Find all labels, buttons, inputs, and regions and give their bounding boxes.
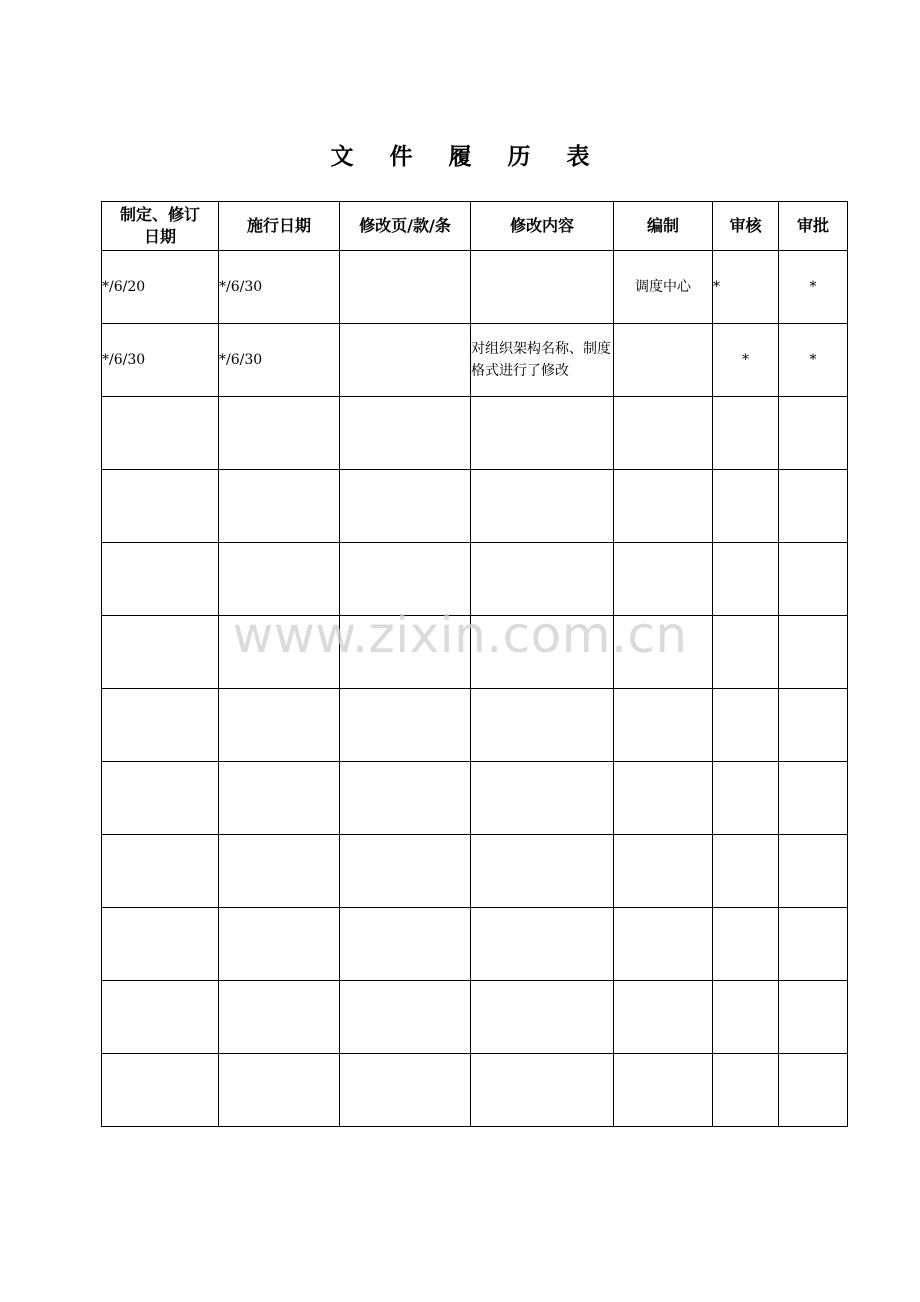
cell-editor [614,689,713,762]
header-revision-content: 修改内容 [471,202,614,251]
cell-editor [614,1054,713,1127]
header-revision-date-line2: 日期 [143,227,176,246]
cell-approver [779,470,848,543]
cell-revision-date: */6/30 [102,324,219,397]
cell-editor [614,470,713,543]
cell-approver [779,835,848,908]
table-row [102,543,848,616]
cell-approver [779,543,848,616]
cell-approver [779,1054,848,1127]
cell-revised-page [340,689,471,762]
cell-revision-content [471,251,614,324]
cell-revision-content [471,981,614,1054]
cell-revision-content [471,1054,614,1127]
cell-editor [614,908,713,981]
header-effective-date: 施行日期 [219,202,340,251]
cell-editor [614,616,713,689]
table-row [102,470,848,543]
cell-approver [779,981,848,1054]
header-reviewer: 审核 [713,202,779,251]
cell-revision-date [102,981,219,1054]
cell-effective-date [219,470,340,543]
table-row [102,762,848,835]
cell-approver: * [779,251,848,324]
cell-revision-content [471,689,614,762]
cell-revision-content [471,835,614,908]
header-revision-date [102,202,219,251]
cell-effective-date [219,689,340,762]
cell-reviewer [713,1054,779,1127]
cell-revision-content [471,762,614,835]
cell-effective-date [219,1054,340,1127]
document-history-table [101,201,848,1127]
cell-editor [614,397,713,470]
cell-revised-page [340,397,471,470]
cell-editor [614,543,713,616]
cell-revised-page [340,835,471,908]
table-row [102,908,848,981]
cell-revised-page [340,981,471,1054]
header-revision-date-line1: 制定、修订 [119,205,200,224]
cell-revision-date [102,543,219,616]
cell-effective-date [219,616,340,689]
cell-effective-date: */6/30 [219,251,340,324]
cell-effective-date [219,835,340,908]
header-row [102,202,848,251]
cell-revision-date [102,470,219,543]
cell-effective-date: */6/30 [219,324,340,397]
cell-reviewer [713,470,779,543]
cell-approver [779,689,848,762]
cell-revision-date [102,397,219,470]
cell-reviewer [713,397,779,470]
cell-approver [779,762,848,835]
table-row [102,835,848,908]
cell-revision-date [102,1054,219,1127]
cell-editor [614,324,713,397]
header-revised-page: 修改页/款/条 [340,202,471,251]
cell-approver [779,908,848,981]
table-row [102,397,848,470]
cell-revised-page [340,908,471,981]
cell-revised-page [340,543,471,616]
cell-reviewer [713,762,779,835]
cell-effective-date [219,908,340,981]
cell-effective-date [219,762,340,835]
cell-effective-date [219,981,340,1054]
cell-reviewer [713,689,779,762]
cell-reviewer: * [713,324,779,397]
table-row [102,251,848,324]
cell-revision-date: */6/20 [102,251,219,324]
cell-effective-date [219,543,340,616]
cell-revised-page [340,762,471,835]
cell-revised-page [340,616,471,689]
cell-revision-date [102,689,219,762]
table-row [102,1054,848,1127]
cell-reviewer [713,908,779,981]
document-title: 文 件 履 历 表 [330,144,604,170]
table-row [102,324,848,397]
cell-revision-content [471,397,614,470]
cell-revision-content: 对组织架构名称、制度格式进行了修改 [471,324,614,397]
cell-reviewer [713,616,779,689]
cell-editor: 调度中心 [614,251,713,324]
cell-approver: * [779,324,848,397]
watermark: www.zixin.com.cn [232,606,688,664]
cell-editor [614,981,713,1054]
cell-reviewer [713,543,779,616]
cell-approver [779,397,848,470]
cell-revised-page [340,324,471,397]
cell-revision-date [102,616,219,689]
cell-revised-page [340,1054,471,1127]
cell-revision-date [102,835,219,908]
table-row [102,616,848,689]
cell-revision-content [471,543,614,616]
cell-approver [779,616,848,689]
cell-editor [614,835,713,908]
header-approver: 审批 [779,202,848,251]
table-row [102,981,848,1054]
cell-revision-content [471,908,614,981]
cell-revision-date [102,908,219,981]
cell-revision-content [471,470,614,543]
cell-revision-content [471,616,614,689]
cell-effective-date [219,397,340,470]
cell-revised-page [340,470,471,543]
cell-revised-page [340,251,471,324]
cell-reviewer: * [713,251,779,324]
cell-editor [614,762,713,835]
cell-reviewer [713,835,779,908]
cell-reviewer [713,981,779,1054]
cell-revision-date [102,762,219,835]
header-editor: 编制 [614,202,713,251]
table-row [102,689,848,762]
